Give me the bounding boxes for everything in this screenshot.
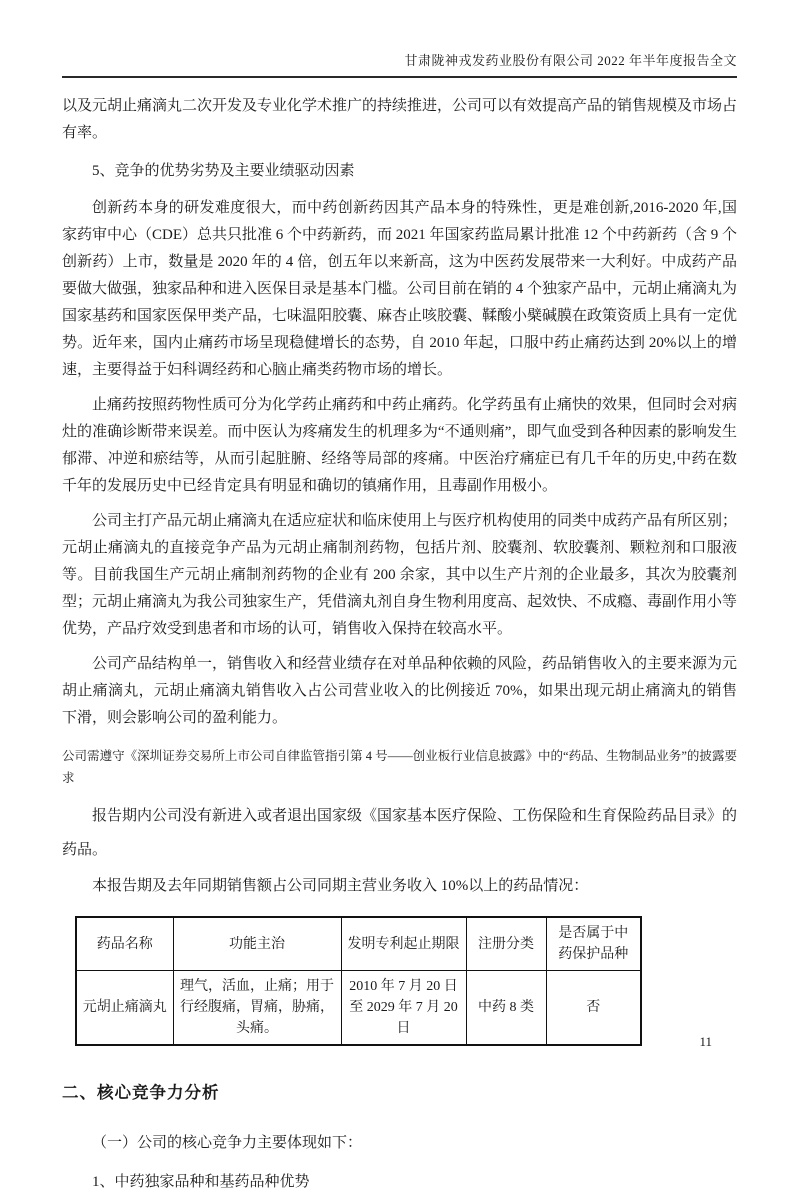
section-5-heading: 5、竞争的优势劣势及主要业绩驱动因素 [92,163,355,179]
table-intro: 本报告期及去年同期销售额占公司同期主营业务收入 10%以上的药品情况： [92,878,589,894]
paragraph-flagship-product: 公司主打产品元胡止痛滴丸在适应症状和临床使用上与医疗机构使用的同类中成药产品有所区别；元胡止痛滴丸的直接竞争产品为元胡止痛制剂药物，包括片剂、胶囊剂、软胶囊剂、颗粒剂和口服液等。目前我国生产元胡止痛制剂药物的企业有 200 余家，其中以生产片剂的企业最多，其次为胶囊剂型；元胡止痛滴丸为我公司独家生产，凭借滴丸剂自身生物利用度高、起效快、不成瘾、毒副作用小等优势，产品疗效受到患者和市场的认可，销售收入保持在较高水平。 [62,513,738,637]
paragraph-innovation-drugs: 创新药本身的研发难度很大，而中药创新药因其产品本身的特殊性，更是难创新,2016-2020 年,国家药审中心（CDE）总共只批准 6 个中药新药，而 2021 年国家药监局累计批准 12 个中药新药（含 9 个创新药）上市，数量是 2020 年的 4 倍，创五年以来新高，这为中医药发展带来一大利好。中成药产品要做大做强，独家品种和进入医保目录是基本门槛。公司目前在销的 4 个独家产品中，元胡止痛滴丸为国家基药和国家医保甲类产品，七味温阳胶囊、麻杏止咳胶囊、鞣酸小檗碱膜在政策资质上具有一定优势。近年来，国内止痛药市场呈现稳健增长的态势，自 2010 年起，口服中药止痛药达到 20%以上的增速，主要得益于妇科调经药和心脑止痛类药物市场的增长。 [62,200,738,378]
drug-table-row [76,971,641,1046]
cell-tcm-protected: 否 [546,971,641,1046]
cell-registration-class: 中药 8 类 [466,971,546,1046]
disclosure-note: 公司需遵守《深圳证券交易所上市公司自律监管指引第 4 号——创业板行业信息披露》中的“药品、生物制品业务”的披露要求 [62,749,737,785]
paragraph-insurance-catalog: 报告期内公司没有新进入或者退出国家级《国家基本医疗保险、工伤保险和生育保险药品目录》的药品。 [62,808,738,858]
subsection-1-heading: （一）公司的核心竞争力主要体现如下： [92,1135,363,1151]
col-header-patent-term: 发明专利起止期限 [341,917,466,971]
page-number: 11 [699,1034,712,1049]
report-title: 甘肃陇神戎发药业股份有限公司 2022 年半年度报告全文 [404,53,737,68]
cell-patent-term: 2010 年 7 月 20 日至 2029 年 7 月 20 日 [341,971,466,1046]
col-header-indications: 功能主治 [173,917,341,971]
paragraph-painkillers: 止痛药按照药物性质可分为化学药止痛药和中药止痛药。化学药虽有止痛快的效果，但同时会对病灶的准确诊断带来误差。而中医认为疼痛发生的机理多为“不通则痛”，即气血受到各种因素的影响发生郁滞、冲逆和瘀结等，从而引起脏腑、经络等局部的疼痛。中医治疗痛症已有几千年的历史,中药在数千年的发展历史中已经肯定具有明显和确切的镇痛作用，且毒副作用极小。 [62,397,738,494]
col-header-registration-class: 注册分类 [466,917,546,971]
cell-drug-name: 元胡止痛滴丸 [76,971,173,1046]
col-header-drug-name: 药品名称 [76,917,173,971]
col-header-tcm-protected: 是否属于中药保护品种 [546,917,641,971]
drug-table [75,916,642,1046]
list-item-1-heading: 1、中药独家品种和基药品种优势 [92,1174,310,1190]
section-2-heading: 二、核心竞争力分析 [62,1084,220,1102]
page-header [62,50,737,78]
paragraph-carryover: 以及元胡止痛滴丸二次开发及专业化学术推广的持续推进，公司可以有效提高产品的销售规模及市场占有率。 [62,98,738,141]
cell-indications: 理气，活血，止痛；用于行经腹痛，胃痛，胁痛，头痛。 [173,971,341,1046]
drug-table-header-row [76,917,641,971]
paragraph-single-product-risk: 公司产品结构单一，销售收入和经营业绩存在对单品种依赖的风险，药品销售收入的主要来源为元胡止痛滴丸，元胡止痛滴丸销售收入占公司营业收入的比例接近 70%，如果出现元胡止痛滴丸的销售下滑，则会影响公司的盈利能力。 [62,656,738,726]
